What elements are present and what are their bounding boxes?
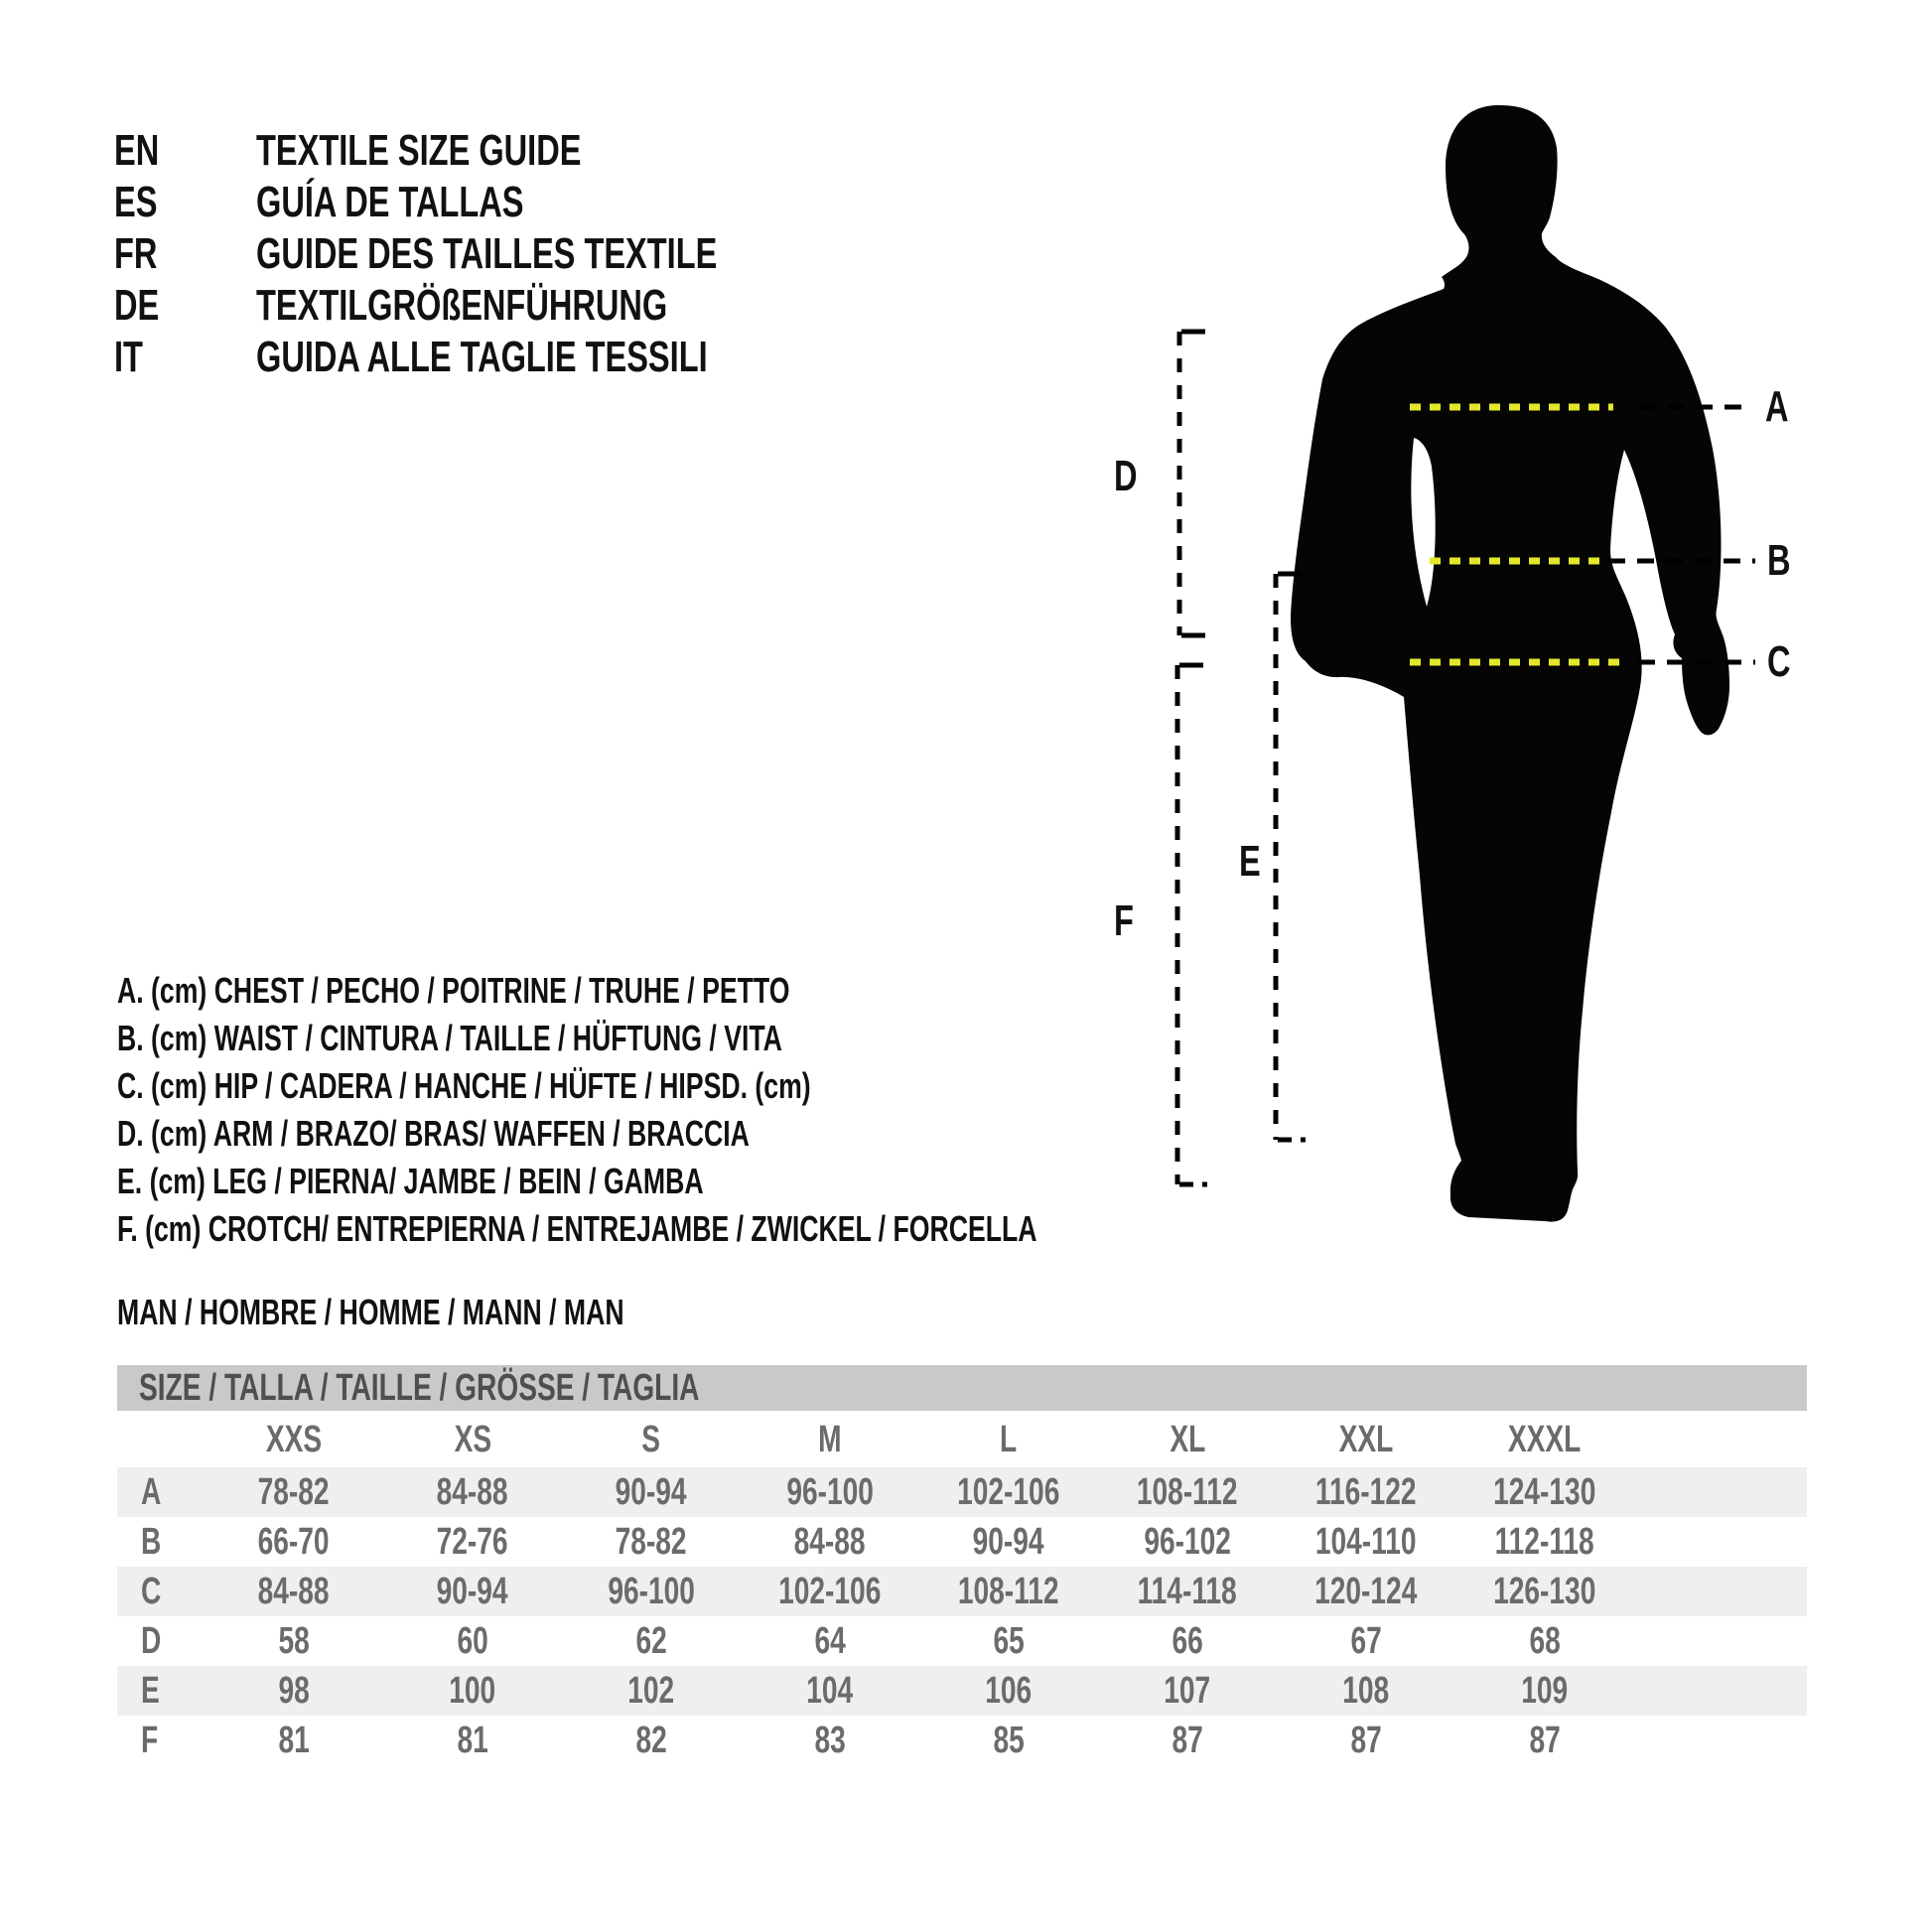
title-row-it — [114, 332, 879, 383]
lang-code-fr: FR — [114, 229, 158, 278]
title-row-es — [114, 177, 879, 228]
table-row-f: F 81 81 82 83 85 87 87 87 — [141, 1720, 1561, 1761]
legend-line-f: F. (cm) CROTCH/ ENTREPIERNA / ENTREJAMBE / ZWICKEL / FORCELLA — [117, 1208, 1037, 1249]
leg-label: E — [1239, 837, 1261, 886]
chest-label: A — [1765, 382, 1789, 431]
col-l: L — [1000, 1418, 1018, 1460]
legend-line-c: C. (cm) HIP / CADERA / HANCHE / HÜFTE / HIPSD. (cm) — [117, 1065, 811, 1106]
legend-line-e: E. (cm) LEG / PIERNA/ JAMBE / BEIN / GAMBA — [117, 1161, 704, 1201]
table-row-e: E 98 100 102 104 106 107 108 109 — [117, 1666, 1807, 1716]
lang-code-de: DE — [114, 281, 160, 330]
title-fr: GUIDE DES TAILLES TEXTILE — [256, 229, 718, 278]
table-row-d: D 58 60 62 64 65 66 67 68 — [141, 1620, 1561, 1662]
man-silhouette-diagram — [1033, 79, 1847, 1330]
title-es: GUÍA DE TALLAS — [256, 178, 524, 226]
gender-line — [117, 1289, 802, 1336]
lang-code-it: IT — [114, 333, 143, 381]
gender-line-text: MAN / HOMBRE / HOMME / MANN / MAN — [117, 1292, 624, 1332]
title-en: TEXTILE SIZE GUIDE — [256, 126, 582, 175]
col-xxl: XXL — [1338, 1418, 1394, 1460]
lang-code-es: ES — [114, 178, 158, 226]
col-xxs: XXS — [265, 1418, 323, 1460]
size-table — [117, 1365, 1807, 1765]
arm-label: D — [1114, 452, 1138, 500]
col-xxxl: XXXL — [1508, 1418, 1582, 1460]
legend-line-d: D. (cm) ARM / BRAZO/ BRAS/ WAFFEN / BRACCIA — [117, 1113, 750, 1154]
size-table-header-band — [117, 1365, 1807, 1411]
legend-line-a: A. (cm) CHEST / PECHO / POITRINE / TRUHE / PETTO — [117, 970, 790, 1011]
crotch-label: F — [1114, 897, 1134, 945]
table-row-b: B 66-70 72-76 78-82 84-88 90-94 96-102 104-110 112-118 — [141, 1521, 1595, 1563]
table-row-a: A 78-82 84-88 90-94 96-100 102-106 108-112 116-122 124-130 — [117, 1467, 1807, 1517]
size-columns-row — [117, 1411, 1807, 1467]
legend-line-b: B. (cm) WAIST / CINTURA / TAILLE / HÜFTUNG / VITA — [117, 1018, 782, 1058]
lang-code-en: EN — [114, 126, 160, 175]
table-row-c: C 84-88 90-94 96-100 102-106 108-112 114-118 120-124 126-130 — [117, 1567, 1807, 1616]
title-it: GUIDA ALLE TAGLIE TESSILI — [256, 333, 708, 381]
language-title-block — [114, 125, 879, 383]
size-table-title: SIZE / TALLA / TAILLE / GRÖSSE / TAGLIA — [139, 1367, 700, 1409]
col-m: M — [818, 1418, 842, 1460]
title-row-en — [114, 125, 879, 177]
waist-label: B — [1767, 536, 1791, 585]
col-s: S — [641, 1418, 661, 1460]
hip-label: C — [1767, 637, 1791, 686]
col-xl: XL — [1170, 1418, 1205, 1460]
title-row-fr — [114, 228, 879, 280]
col-xs: XS — [454, 1418, 491, 1460]
title-row-de — [114, 280, 879, 332]
title-de: TEXTILGRÖßENFÜHRUNG — [256, 281, 668, 330]
